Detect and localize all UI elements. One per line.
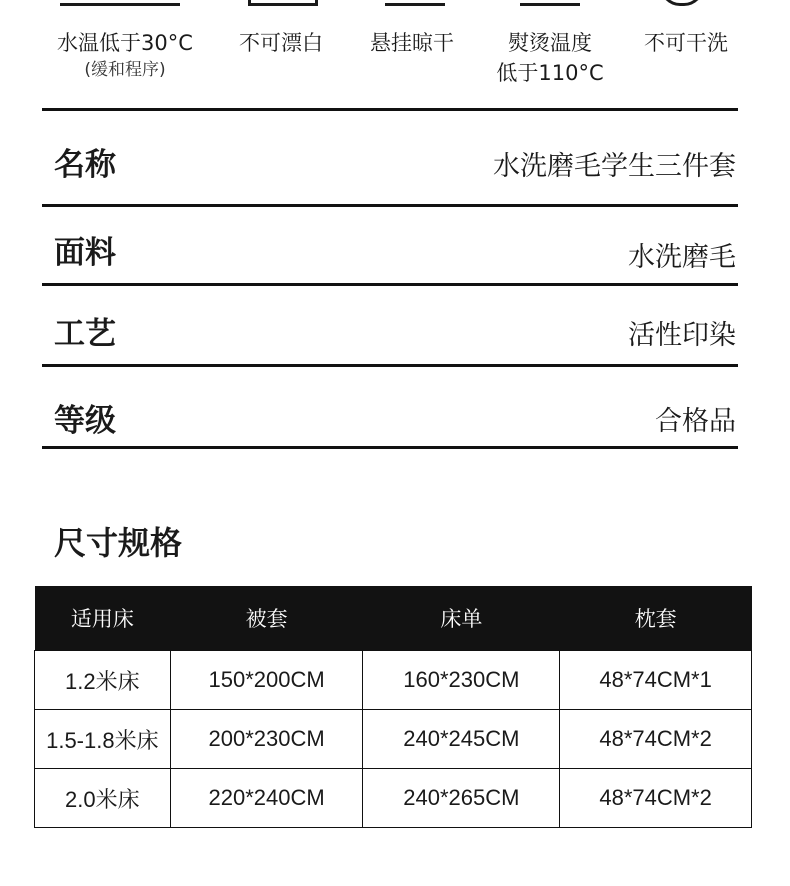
spec-value: 活性印染 bbox=[628, 320, 736, 351]
care-wash-temp-sub: (缓和程序) bbox=[84, 60, 166, 80]
care-wash-temp-label: 水温低于30°C bbox=[57, 31, 193, 55]
care-hang-dry bbox=[352, 28, 472, 58]
spec-row-fabric bbox=[42, 207, 738, 286]
column-header: 被套 bbox=[170, 586, 363, 651]
table-cell: 2.0米床 bbox=[35, 769, 171, 828]
spec-row-craft bbox=[42, 286, 738, 367]
care-no-bleach bbox=[222, 28, 340, 58]
spec-value: 水洗磨毛学生三件套 bbox=[493, 151, 736, 182]
spec-row-grade bbox=[42, 367, 738, 449]
care-iron-temp-line2: 低于110°C bbox=[496, 61, 604, 85]
iron-icon bbox=[520, 0, 580, 6]
table-cell: 48*74CM*2 bbox=[560, 769, 752, 828]
size-section-title: 尺寸规格 bbox=[54, 524, 183, 562]
care-iron-temp bbox=[484, 28, 616, 88]
table-cell: 150*200CM bbox=[170, 651, 363, 710]
spec-value: 水洗磨毛 bbox=[628, 242, 736, 273]
care-no-dry-clean bbox=[624, 28, 748, 58]
care-wash-temp bbox=[40, 28, 210, 82]
column-header: 床单 bbox=[363, 586, 560, 651]
table-cell: 200*230CM bbox=[170, 710, 363, 769]
care-iron-temp-label: 熨烫温度 bbox=[508, 31, 592, 55]
table-cell: 240*245CM bbox=[363, 710, 560, 769]
table-cell: 240*265CM bbox=[363, 769, 560, 828]
care-hang-dry-label: 悬挂晾干 bbox=[370, 31, 454, 55]
care-no-bleach-label: 不可漂白 bbox=[239, 31, 323, 55]
care-no-dry-clean-label: 不可干洗 bbox=[644, 31, 728, 55]
spec-row-name bbox=[42, 111, 738, 207]
size-table-header-row bbox=[35, 586, 752, 651]
column-header: 枕套 bbox=[560, 586, 752, 651]
table-row bbox=[35, 710, 752, 769]
table-row bbox=[35, 769, 752, 828]
hang-dry-icon bbox=[385, 0, 445, 6]
care-icons-strip bbox=[0, 0, 790, 12]
spec-label: 面料 bbox=[54, 235, 116, 271]
table-cell: 160*230CM bbox=[363, 651, 560, 710]
column-header: 适用床 bbox=[35, 586, 171, 651]
table-cell: 1.2米床 bbox=[35, 651, 171, 710]
spec-label: 等级 bbox=[54, 403, 116, 439]
spec-label: 工艺 bbox=[54, 316, 116, 352]
care-instructions bbox=[40, 28, 750, 98]
spec-label: 名称 bbox=[54, 147, 116, 183]
no-bleach-icon bbox=[248, 0, 318, 6]
wash-tub-icon bbox=[60, 0, 180, 6]
table-cell: 48*74CM*1 bbox=[560, 651, 752, 710]
table-cell: 1.5-1.8米床 bbox=[35, 710, 171, 769]
table-cell: 220*240CM bbox=[170, 769, 363, 828]
table-row bbox=[35, 651, 752, 710]
size-table bbox=[34, 586, 752, 828]
spec-value: 合格品 bbox=[655, 406, 736, 437]
table-cell: 48*74CM*2 bbox=[560, 710, 752, 769]
no-dry-clean-icon bbox=[660, 0, 704, 6]
